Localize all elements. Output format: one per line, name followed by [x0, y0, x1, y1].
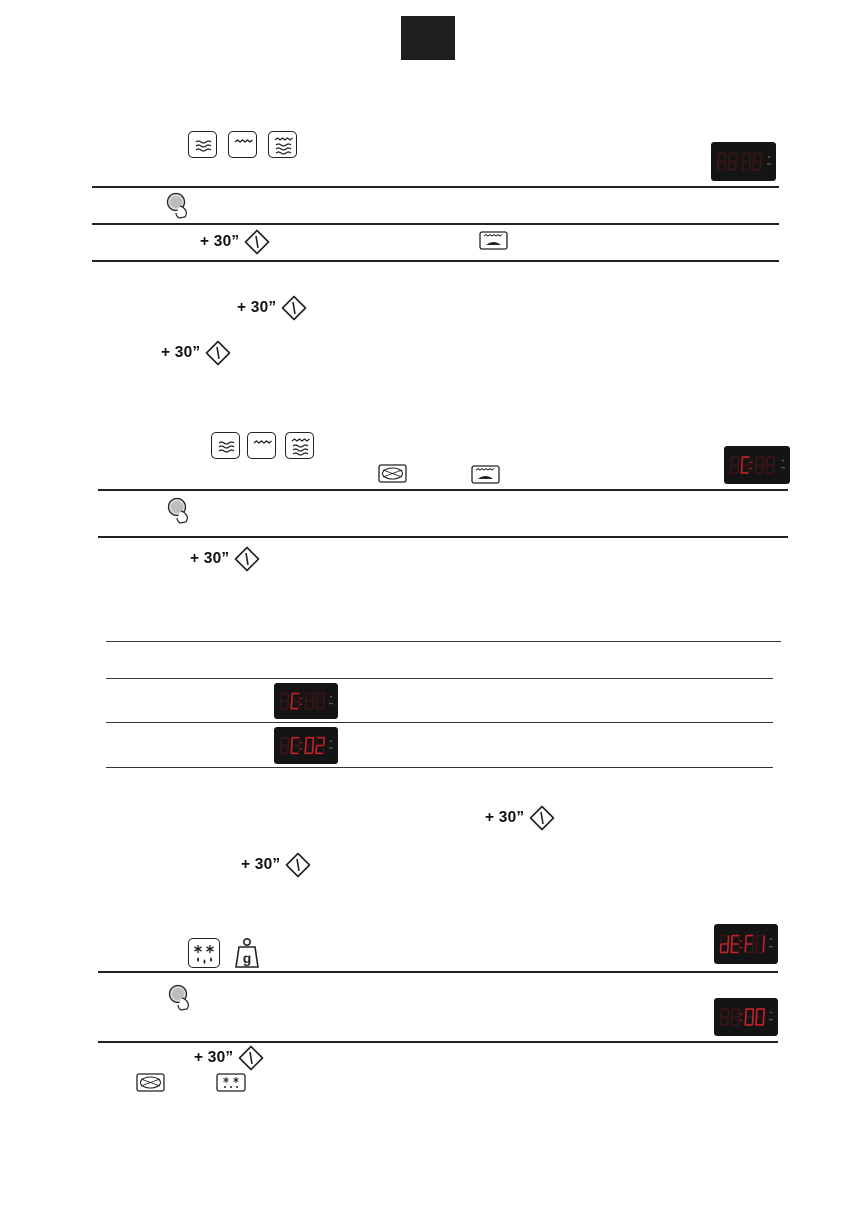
start-button-label: + 30”	[200, 233, 240, 250]
start-30s-button[interactable]	[194, 1045, 264, 1071]
start-diamond-icon	[205, 340, 231, 366]
led-display	[724, 446, 790, 484]
table-rule	[106, 767, 773, 768]
divider	[92, 186, 779, 188]
start-30s-button[interactable]	[237, 295, 307, 321]
start-diamond-icon	[234, 546, 260, 572]
start-30s-button[interactable]	[241, 852, 311, 878]
start-diamond-icon	[529, 805, 555, 831]
defrost-icon	[216, 1073, 246, 1097]
table-rule	[106, 722, 773, 723]
grill-rack-icon	[378, 464, 407, 488]
start-30s-button[interactable]	[200, 229, 270, 255]
rotary-dial-hand-icon[interactable]	[167, 984, 193, 1017]
turntable-plate-icon	[471, 465, 500, 489]
start-button-label: + 30”	[485, 809, 525, 826]
divider	[98, 536, 788, 538]
start-button-label: + 30”	[237, 299, 277, 316]
led-display-weight	[714, 998, 778, 1036]
start-diamond-icon	[238, 1045, 264, 1071]
rotary-dial-hand-icon[interactable]	[165, 192, 191, 225]
page-tab-marker	[401, 16, 455, 60]
start-button-label: + 30”	[190, 550, 230, 567]
grill-rack-icon	[136, 1073, 165, 1097]
start-30s-button[interactable]	[485, 805, 555, 831]
divider	[98, 1041, 778, 1043]
microwave-waves-icon[interactable]	[211, 432, 240, 459]
start-diamond-icon	[281, 295, 307, 321]
divider	[98, 489, 788, 491]
table-rule	[106, 678, 773, 679]
start-button-label: + 30”	[161, 344, 201, 361]
table-rule	[106, 641, 781, 642]
divider	[92, 260, 779, 262]
microwave-waves-icon[interactable]	[188, 131, 217, 158]
divider	[92, 223, 779, 225]
weight-g-icon[interactable]	[233, 937, 261, 974]
turntable-plate-icon	[479, 231, 508, 255]
rotary-dial-hand-icon[interactable]	[166, 497, 192, 530]
combination-icon[interactable]	[268, 131, 297, 158]
led-display-combination-1	[274, 683, 338, 719]
start-diamond-icon	[285, 852, 311, 878]
divider	[98, 971, 778, 973]
led-display-defrost	[714, 924, 778, 964]
led-display	[711, 142, 776, 181]
defrost-icon[interactable]	[188, 938, 220, 968]
start-button-label: + 30”	[194, 1049, 234, 1066]
start-30s-button[interactable]	[190, 546, 260, 572]
start-30s-button[interactable]	[161, 340, 231, 366]
start-button-label: + 30”	[241, 856, 281, 873]
combination-icon[interactable]	[285, 432, 314, 459]
grill-icon[interactable]	[228, 131, 257, 158]
weight-g-letter: g	[242, 950, 252, 966]
start-diamond-icon	[244, 229, 270, 255]
grill-icon[interactable]	[247, 432, 276, 459]
led-display-combination-2	[274, 727, 338, 764]
